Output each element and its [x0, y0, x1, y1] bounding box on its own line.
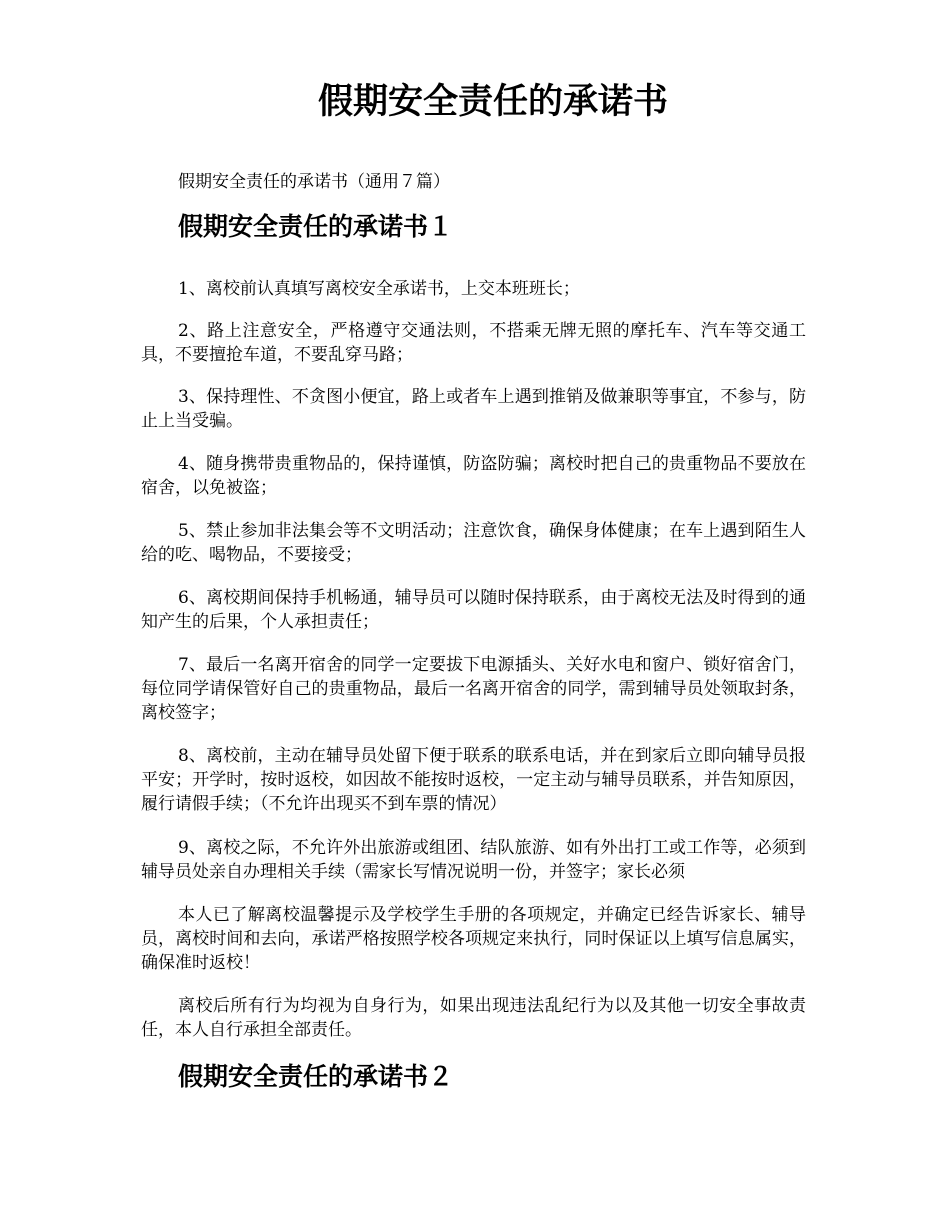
paragraph: 6、离校期间保持手机畅通，辅导员可以随时保持联系，由于离校无法及时得到的通知产生的后果，个人承担责任；: [141, 588, 806, 632]
section-heading-1: 假期安全责任的承诺书１: [178, 212, 454, 241]
paragraph: 离校后所有行为均视为自身行为，如果出现违法乱纪行为以及其他一切安全事故责任，本人自行承担全部责任。: [141, 996, 806, 1040]
paragraph: 4、随身携带贵重物品的，保持谨慎，防盗防骗；离校时把自己的贵重物品不要放在宿舍，以免被盗；: [141, 454, 806, 498]
paragraph: 3、保持理性、不贪图小便宜，路上或者车上遇到推销及做兼职等事宜，不参与，防止上当受骗。: [141, 387, 806, 431]
paragraph: 7、最后一名离开宿舍的同学一定要拔下电源插头、关好水电和窗户、锁好宿舍门，每位同学请保管好自己的贵重物品，最后一名离开宿舍的同学，需到辅导员处领取封条，离校签字；: [141, 655, 806, 723]
section-heading-2: 假期安全责任的承诺书２: [178, 1062, 454, 1091]
paragraph: 9、离校之际，不允许外出旅游或组团、结队旅游、如有外出打工或工作等，必须到辅导员处亲自办理相关手续（需家长写情况说明一份，并签字；家长必须: [141, 838, 806, 882]
paragraph: 2、路上注意安全，严格遵守交通法则，不搭乘无牌无照的摩托车、汽车等交通工具，不要擅抢车道，不要乱穿马路；: [141, 321, 806, 365]
paragraph: 8、离校前，主动在辅导员处留下便于联系的联系电话，并在到家后立即向辅导员报平安；开学时，按时返校，如因故不能按时返校，一定主动与辅导员联系，并告知原因，履行请假手续；（不允许出现买不到车票的情况）: [141, 746, 806, 814]
paragraph: 本人已了解离校温馨提示及学校学生手册的各项规定，并确定已经告诉家长、辅导员，离校时间和去向，承诺严格按照学校各项规定来执行，同时保证以上填写信息属实，确保准时返校！: [141, 905, 806, 973]
document-subtitle: 假期安全责任的承诺书（通用７篇）: [178, 172, 450, 192]
document-title: 假期安全责任的承诺书: [317, 81, 668, 122]
paragraph: 5、禁止参加非法集会等不文明活动；注意饮食，确保身体健康；在车上遇到陌生人给的吃、喝物品，不要接受；: [141, 521, 806, 565]
paragraph: 1、离校前认真填写离校安全承诺书，上交本班班长；: [178, 279, 580, 299]
